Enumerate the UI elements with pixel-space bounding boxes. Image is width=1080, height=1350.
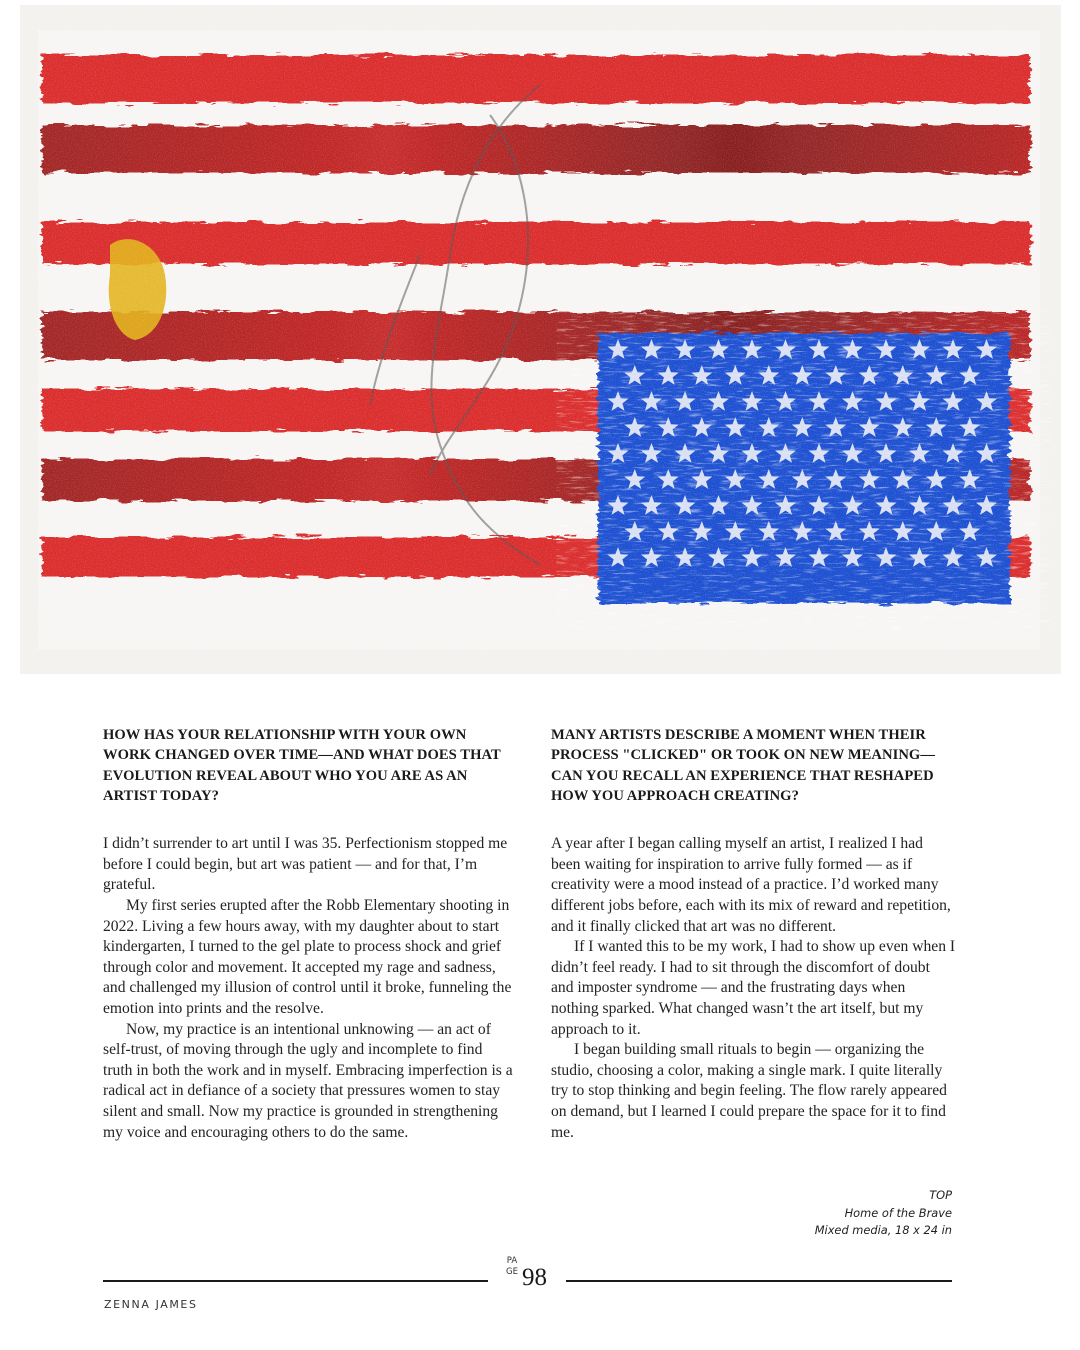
interview-question: MANY ARTISTS DESCRIBE A MOMENT WHEN THEIR PROCESS "CLICKED" OR TOOK ON NEW MEANING—CAN YOU RECALL AN EXPERIENCE THAT RESHAPED HOW YOU APPROACH CREATING? xyxy=(551,727,935,804)
caption-position: TOP xyxy=(929,1188,952,1202)
right-column xyxy=(551,725,956,1143)
answer-paragraph: I didn’t surrender to art until I was 35. Perfectionism stopped me before I could begin, but art was patient — and for that, I’m grateful. xyxy=(103,835,508,894)
caption-title: Home of the Brave xyxy=(844,1205,952,1220)
footer-rule-right xyxy=(566,1280,952,1282)
answer-paragraph: My first series erupted after the Robb Elementary shooting in 2022. Living a few hours away, with my daughter about to start kindergarten, I turned to the gel plate to process shock and grief through color and movement. It accepted my rage and sadness, and challenged my illusion of control until it broke, funneling the emotion into prints and the resolve. xyxy=(103,896,512,1017)
answer-paragraph: If I wanted this to be my work, I had to show up even when I didn’t feel ready. I had to sit through the discomfort of doubt and imposter syndrome — and the frustrating days when nothing sparked. What changed wasn’t the art itself, but my approach to it. xyxy=(551,938,956,1038)
answer-paragraph: A year after I began calling myself an artist, I realized I had been waiting for inspiration to arrive fully formed — as if creativity were a mood instead of a practice. I’d worked many different jobs before, each with its mix of reward and repetition, and it finally clicked that art was no different. xyxy=(551,835,951,935)
caption-details: Mixed media, 18 x 24 in xyxy=(814,1223,952,1237)
answer-paragraph: I began building small rituals to begin — organizing the studio, choosing a color, making a single mark. I quite literally try to stop thinking and begin feeling. The flow rarely appeared on demand, but I learned I could prepare the space for it to find me. xyxy=(551,1041,947,1141)
flag-painting xyxy=(20,5,1061,674)
author-name: ZENNA JAMES xyxy=(104,1298,198,1311)
page-label: PAGE xyxy=(506,1256,518,1277)
interview-answer xyxy=(103,834,513,1143)
artwork-image xyxy=(20,5,1061,674)
interview-answer xyxy=(551,834,956,1143)
footer-rule-left xyxy=(103,1280,488,1282)
page-number: 98 xyxy=(522,1264,547,1291)
artwork-caption xyxy=(815,1187,952,1240)
interview-question: HOW HAS YOUR RELATIONSHIP WITH YOUR OWN WORK CHANGED OVER TIME—AND WHAT DOES THAT EVOLUTION REVEAL ABOUT WHO YOU ARE AS AN ARTIST TODAY? xyxy=(103,727,501,804)
left-column xyxy=(103,725,513,1143)
answer-paragraph: Now, my practice is an intentional unknowing — an act of self-trust, of moving through the ugly and incomplete to find truth in both the work and in myself. Embracing imperfection is a radical act in defiance of a society that pressures women to stay silent and small. Now my practice is grounded in strengthening my voice and encouraging others to do the same. xyxy=(103,1020,513,1141)
